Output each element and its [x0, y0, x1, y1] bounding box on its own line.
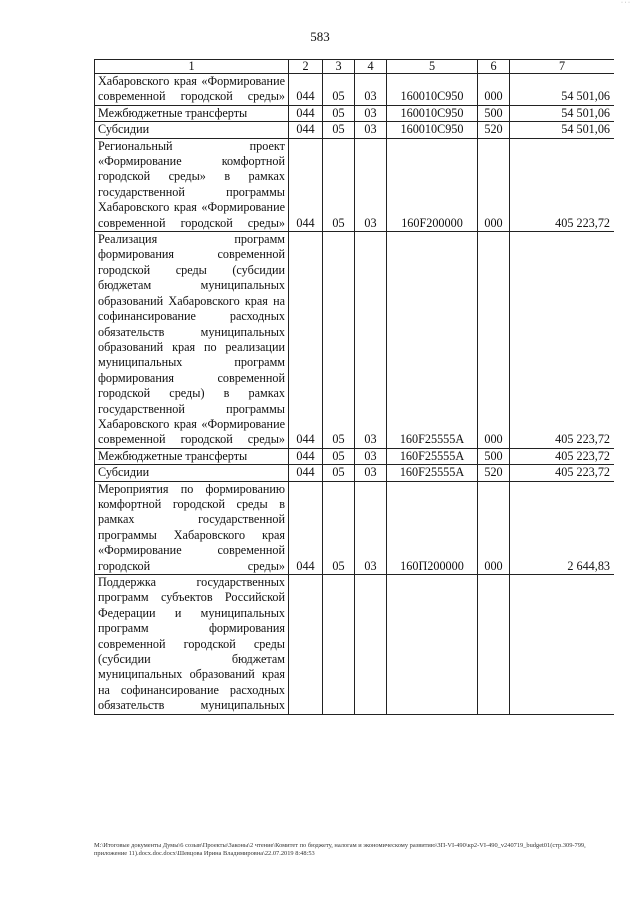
- table-row: [95, 232, 615, 449]
- row-sum: [510, 575, 615, 715]
- row-name: Субсидии: [95, 465, 289, 481]
- column-header: 6: [478, 60, 510, 74]
- row-sum: 405 223,72: [510, 232, 615, 449]
- row-code-csr: 160F25555A: [387, 448, 478, 464]
- row-code-rz: 05: [323, 105, 355, 121]
- table-row: [95, 448, 615, 464]
- row-name: Хабаровского края «Формирование современной городской среды»: [95, 74, 289, 106]
- row-code-pr: [355, 575, 387, 715]
- row-sum: 54 501,06: [510, 74, 615, 106]
- row-code-g: 044: [289, 74, 323, 106]
- column-header: 3: [323, 60, 355, 74]
- row-sum: 2 644,83: [510, 481, 615, 574]
- row-code-vr: 500: [478, 105, 510, 121]
- table-row: [95, 105, 615, 121]
- row-code-pr: 03: [355, 448, 387, 464]
- row-code-pr: 03: [355, 105, 387, 121]
- row-sum: 405 223,72: [510, 448, 615, 464]
- budget-table-sheet: [94, 59, 614, 831]
- row-code-g: 044: [289, 122, 323, 138]
- row-code-pr: 03: [355, 122, 387, 138]
- row-name: Субсидии: [95, 122, 289, 138]
- row-code-g: 044: [289, 465, 323, 481]
- table-row: [95, 575, 615, 715]
- row-code-rz: 05: [323, 481, 355, 574]
- row-code-csr: 160F25555A: [387, 232, 478, 449]
- row-code-vr: [478, 575, 510, 715]
- row-code-csr: 160010C950: [387, 74, 478, 106]
- row-code-rz: 05: [323, 232, 355, 449]
- column-header: 7: [510, 60, 615, 74]
- scan-header-text: · · ·: [621, 0, 630, 6]
- row-code-csr: 160П200000: [387, 481, 478, 574]
- column-header: 2: [289, 60, 323, 74]
- row-code-g: 044: [289, 232, 323, 449]
- row-code-pr: 03: [355, 232, 387, 449]
- row-code-vr: 000: [478, 232, 510, 449]
- row-code-vr: 000: [478, 138, 510, 231]
- row-code-csr: 160010C950: [387, 122, 478, 138]
- row-name: Мероприятия по формированию комфортной городской среды в рамках государственной программы Хабаровского края «Формирование современной городской среды»: [95, 481, 289, 574]
- row-name: Реализация программ формирования современной городской среды (субсидии бюджетам муниципальных образований Хабаровского края на софинансирование расходных обязательств муниципальных образований края по реализации муниципальных программ формирования современной городской среды) в рамках государственной программы Хабаровского края «Формирование современной городской среды»: [95, 232, 289, 449]
- table-header-row: [95, 60, 615, 74]
- row-code-vr: 520: [478, 122, 510, 138]
- row-code-pr: 03: [355, 74, 387, 106]
- table-row: [95, 74, 615, 106]
- row-code-csr: [387, 575, 478, 715]
- row-sum: 405 223,72: [510, 465, 615, 481]
- document-path-footer: M:\Итоговые документы Думы\6 созыв\Проекты\Законы\2 чтение\Комитет по бюджету, налогам и экономическому развитию\ЗП-VI-490\кр2-VI-490_v240719_budget01(стр.309-799, приложение 11).docx.doc.docx\Шевцова Ирина Владимировна\22.07.2019 8:48:53: [94, 842, 586, 857]
- column-header: 5: [387, 60, 478, 74]
- row-sum: 54 501,06: [510, 122, 615, 138]
- table-row: [95, 481, 615, 574]
- page-number: 583: [310, 29, 330, 44]
- row-code-pr: 03: [355, 481, 387, 574]
- table-row: [95, 465, 615, 481]
- row-code-pr: 03: [355, 138, 387, 231]
- row-name: Межбюджетные трансферты: [95, 448, 289, 464]
- row-code-vr: 000: [478, 481, 510, 574]
- row-code-rz: 05: [323, 138, 355, 231]
- table-row: [95, 122, 615, 138]
- column-header: 4: [355, 60, 387, 74]
- row-code-g: 044: [289, 448, 323, 464]
- row-code-csr: 160010C950: [387, 105, 478, 121]
- table-row: [95, 138, 615, 231]
- row-code-rz: 05: [323, 448, 355, 464]
- row-code-rz: 05: [323, 465, 355, 481]
- budget-table: [94, 59, 614, 715]
- row-name: Межбюджетные трансферты: [95, 105, 289, 121]
- row-code-vr: 500: [478, 448, 510, 464]
- row-code-vr: 520: [478, 465, 510, 481]
- row-code-csr: 160F25555A: [387, 465, 478, 481]
- row-code-g: [289, 575, 323, 715]
- row-code-rz: 05: [323, 74, 355, 106]
- row-code-g: 044: [289, 105, 323, 121]
- row-sum: 405 223,72: [510, 138, 615, 231]
- row-code-g: 044: [289, 481, 323, 574]
- row-code-rz: 05: [323, 122, 355, 138]
- row-sum: 54 501,06: [510, 105, 615, 121]
- row-name: Поддержка государственных программ субъектов Российской Федерации и муниципальных программ формирования современной городской среды (субсидии бюджетам муниципальных образований края на софинансирование расходных обязательств муниципальных: [95, 575, 289, 715]
- row-code-rz: [323, 575, 355, 715]
- row-code-csr: 160F200000: [387, 138, 478, 231]
- row-code-pr: 03: [355, 465, 387, 481]
- column-header: 1: [95, 60, 289, 74]
- row-name: Региональный проект «Формирование комфортной городской среды» в рамках государственной программы Хабаровского края «Формирование современной городской среды»: [95, 138, 289, 231]
- row-code-g: 044: [289, 138, 323, 231]
- row-code-vr: 000: [478, 74, 510, 106]
